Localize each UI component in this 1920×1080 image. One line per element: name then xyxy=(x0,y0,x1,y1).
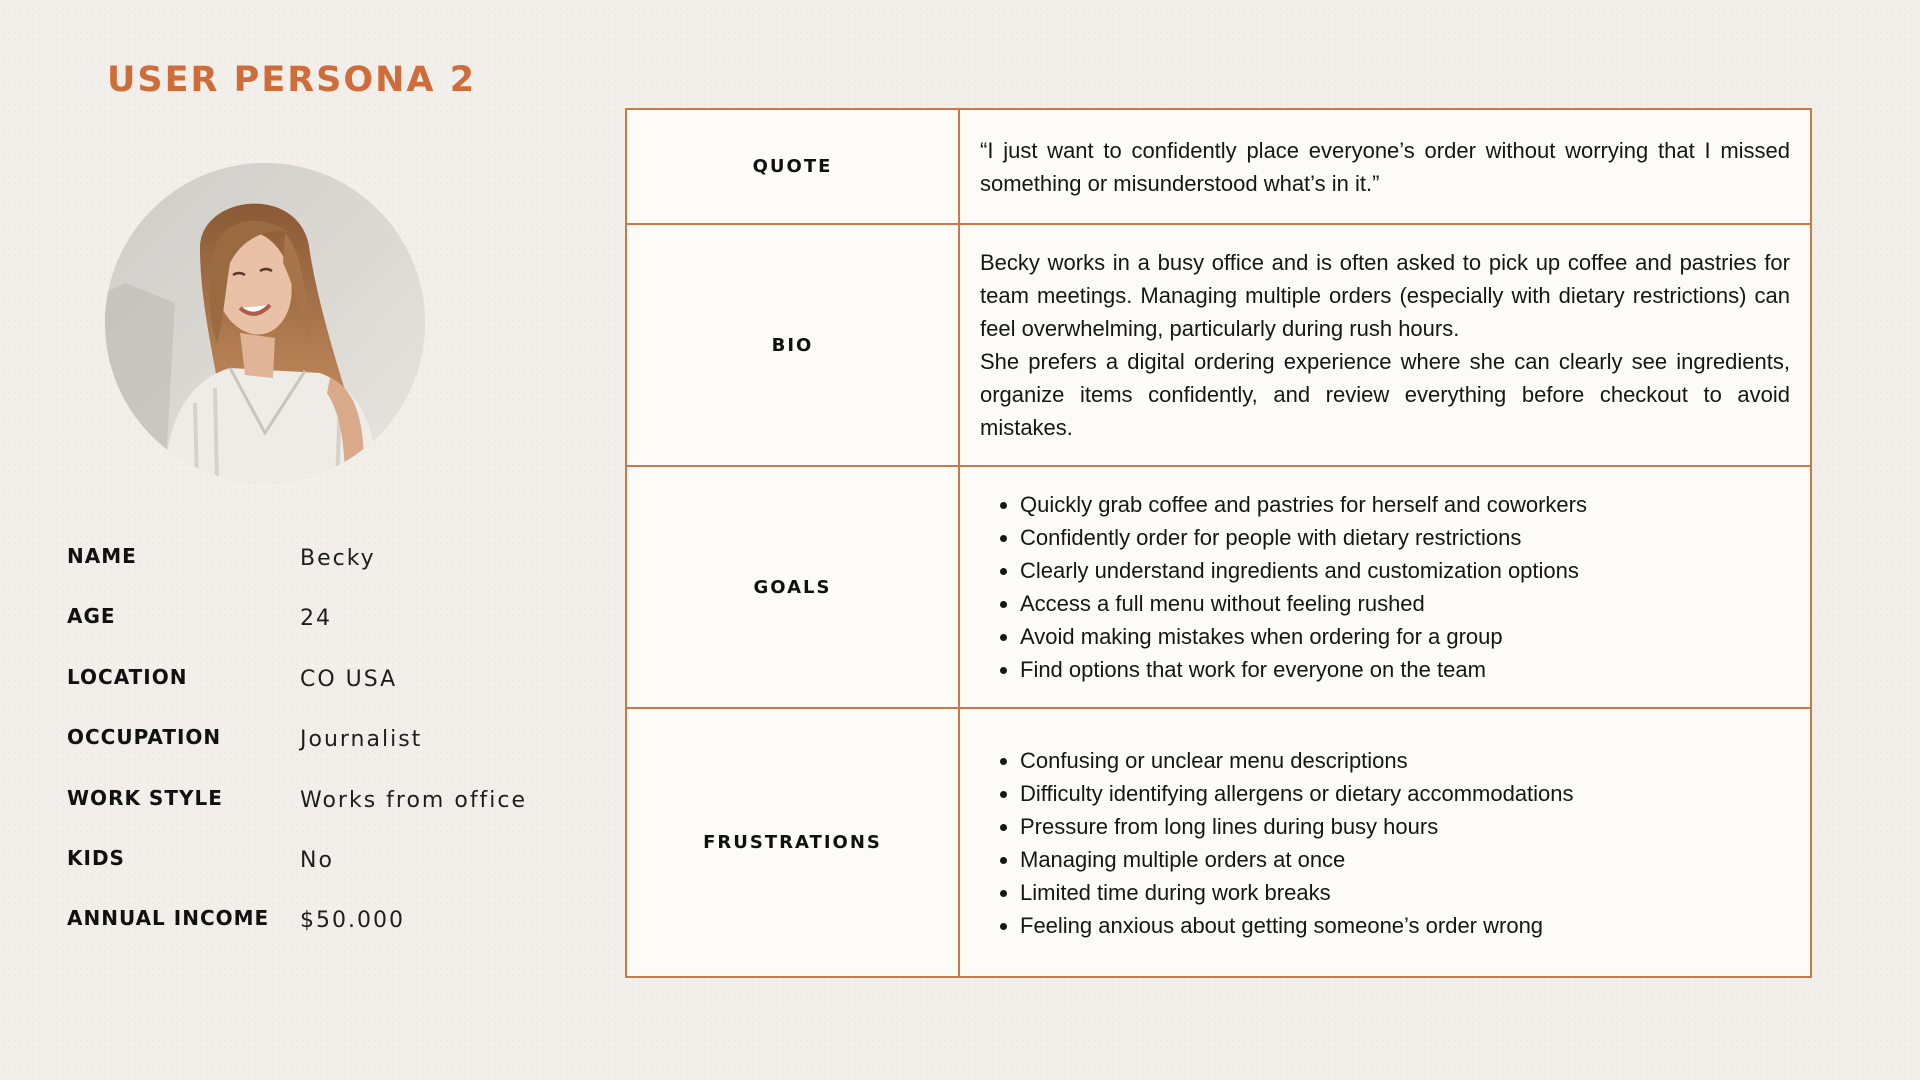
avatar xyxy=(105,163,425,483)
row-content xyxy=(960,709,1810,976)
list-item: • Clearly understand ingredients and customization options xyxy=(1020,554,1790,587)
info-label: WORK STYLE xyxy=(67,785,223,810)
info-label: LOCATION xyxy=(67,664,188,689)
list-item: • Access a full menu without feeling rushed xyxy=(1020,587,1790,620)
table-row-goals xyxy=(627,465,1810,707)
table-row-frustrations xyxy=(627,707,1810,976)
persona-info-list xyxy=(67,536,567,959)
info-row-work-style xyxy=(67,778,567,838)
table-row-bio xyxy=(627,223,1810,465)
list-item: • Quickly grab coffee and pastries for herself and coworkers xyxy=(1020,488,1790,521)
table-row-quote xyxy=(627,110,1810,223)
info-row-age xyxy=(67,596,567,656)
list-item: • Pressure from long lines during busy hours xyxy=(1020,810,1790,843)
row-content xyxy=(960,110,1810,223)
info-label: NAME xyxy=(67,544,137,568)
page-title: USER PERSONA 2 xyxy=(107,60,477,100)
list-item: • Find options that work for everyone on the team xyxy=(1020,653,1790,686)
row-label: BIO xyxy=(627,225,960,465)
row-content xyxy=(960,467,1810,707)
list-item: • Avoid making mistakes when ordering for a group xyxy=(1020,620,1790,653)
info-value: Becky xyxy=(300,546,376,571)
info-label: OCCUPATION xyxy=(67,725,222,750)
list-item: • Confidently order for people with dietary restrictions xyxy=(1020,521,1790,554)
quote-text: “I just want to confidently place everyone’s order without worrying that I missed something or misunderstood what’s in it.” xyxy=(980,137,1790,196)
bio-paragraph: She prefers a digital ordering experience where she can clearly see ingredients, organize items confidently, and review everything before checkout to avoid mistakes. xyxy=(980,349,1790,440)
list-item: • Limited time during work breaks xyxy=(1020,876,1790,909)
info-row-location xyxy=(67,657,567,717)
goals-list xyxy=(980,488,1790,686)
persona-photo xyxy=(105,163,425,483)
list-item: • Feeling anxious about getting someone’s order wrong xyxy=(1020,909,1790,942)
info-row-kids xyxy=(67,838,567,898)
info-label: AGE xyxy=(67,604,116,629)
info-value: Works from office xyxy=(300,787,528,813)
info-label: KIDS xyxy=(67,845,125,870)
info-value: $50.000 xyxy=(300,908,405,934)
info-value: 24 xyxy=(300,606,332,632)
list-item: • Confusing or unclear menu descriptions xyxy=(1020,744,1790,777)
info-value: No xyxy=(300,847,334,873)
row-content xyxy=(960,225,1810,465)
list-item: • Managing multiple orders at once xyxy=(1020,843,1790,876)
persona-table xyxy=(625,108,1812,978)
info-value: CO USA xyxy=(300,666,398,692)
info-row-name xyxy=(67,536,567,596)
bio-paragraph: Becky works in a busy office and is often asked to pick up coffee and pastries for team meetings. Managing multiple orders (especially with dietary restrictions) can feel overwhelming, particularly during rush hours. xyxy=(980,250,1790,341)
frustrations-list xyxy=(980,744,1790,942)
info-value: Journalist xyxy=(300,727,423,753)
row-label: GOALS xyxy=(627,467,960,707)
info-row-annual-income xyxy=(67,898,567,958)
list-item: • Difficulty identifying allergens or dietary accommodations xyxy=(1020,777,1790,810)
row-label: FRUSTRATIONS xyxy=(627,709,960,976)
info-label: ANNUAL INCOME xyxy=(67,906,270,931)
row-label: QUOTE xyxy=(627,110,960,223)
info-row-occupation xyxy=(67,717,567,777)
